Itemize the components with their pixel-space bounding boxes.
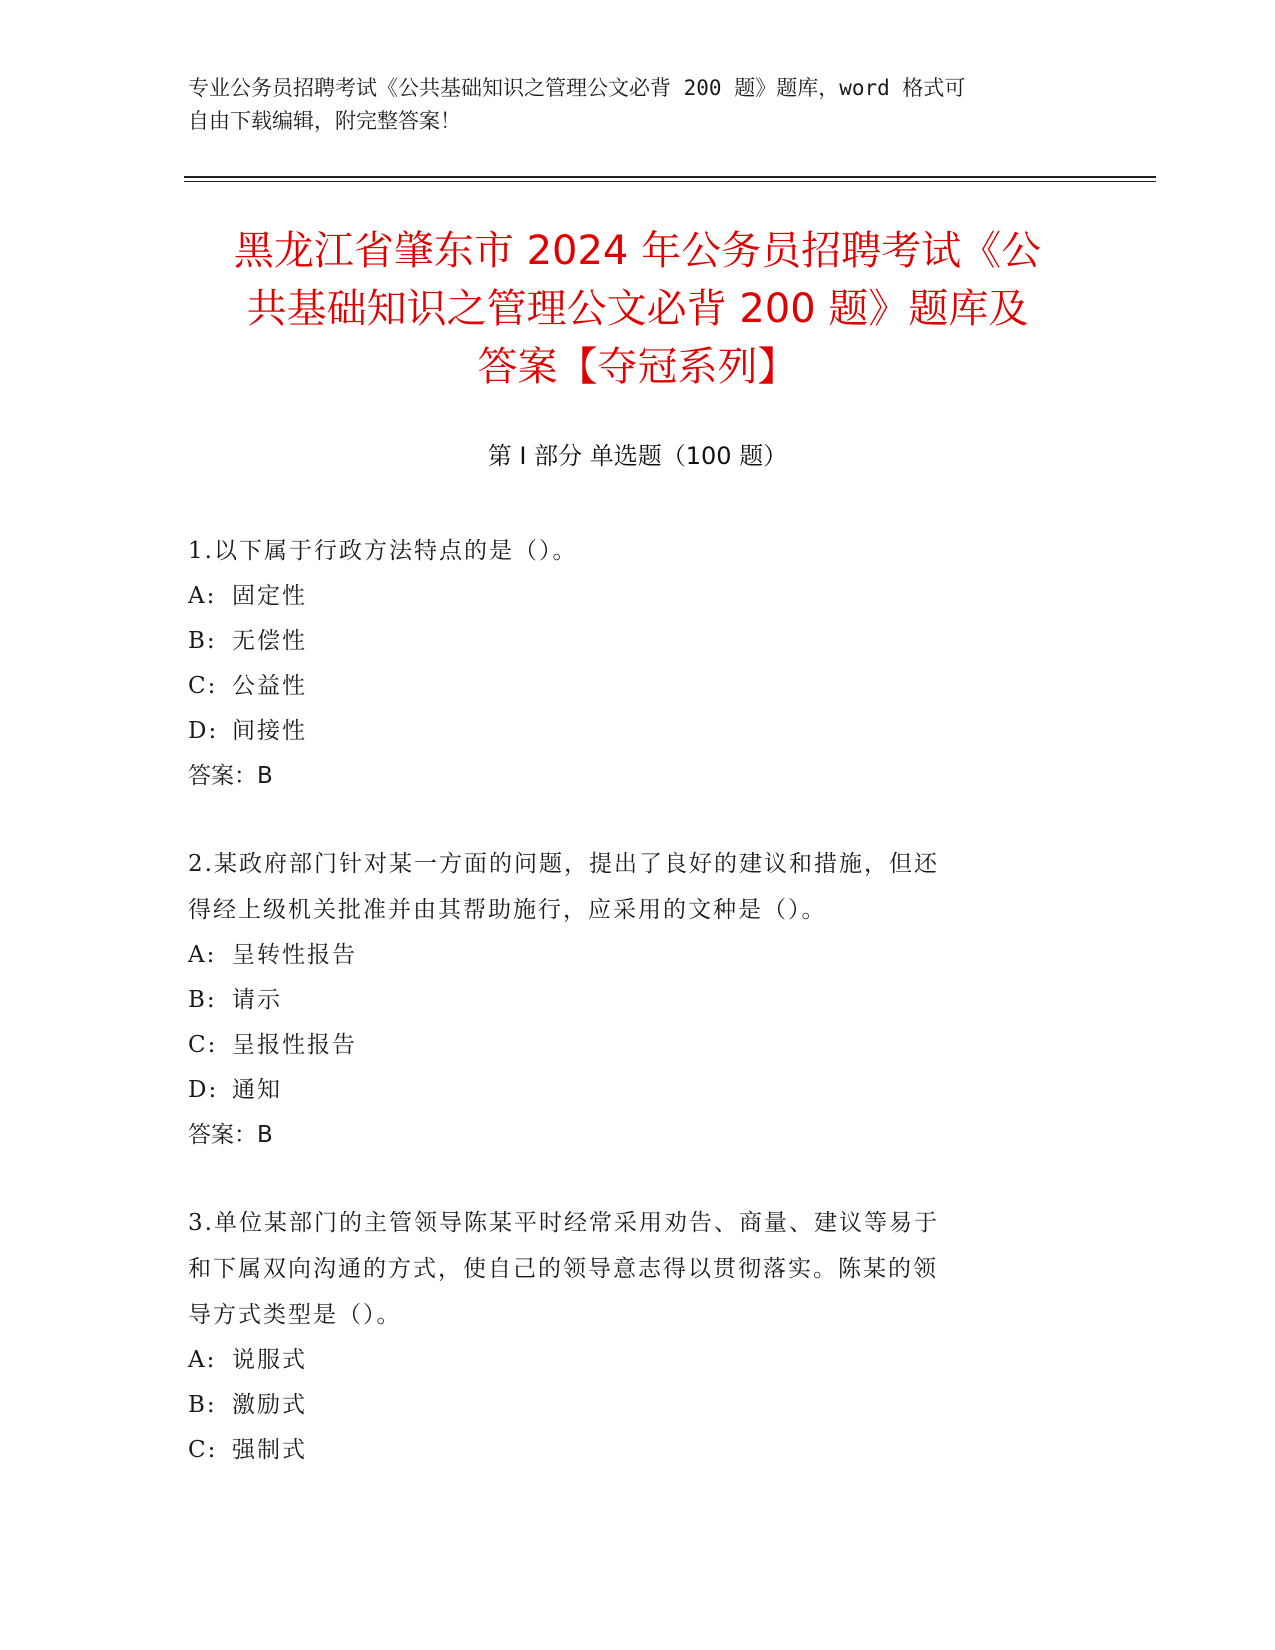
option-c [188,664,1088,709]
question-1 [188,528,1088,799]
option-b [188,978,1088,1023]
option-a [188,1338,1088,1383]
question-stem: 和下属双向沟通的方式，使自己的领导意志得以贯彻落实。陈某的领 [188,1256,938,1282]
option-text: 激励式 [232,1392,307,1418]
option-key: B: [188,628,217,654]
answer: 答案：B [188,763,273,789]
option-text: 无偿性 [232,628,307,654]
option-text: 间接性 [232,718,307,744]
option-text: 强制式 [232,1437,307,1463]
option-text: 固定性 [232,583,307,609]
header-divider-thick [184,176,1156,178]
question-list [188,528,1088,1515]
option-c [188,1428,1088,1473]
header-note-line: 专业公务员招聘考试《公共基础知识之管理公文必背 200 题》题库，word 格式可 [188,76,966,100]
option-key: C: [188,1032,218,1058]
option-key: A: [188,1347,217,1373]
option-text: 说服式 [232,1347,307,1373]
question-stem: 得经上级机关批准并由其帮助施行，应采用的文种是（）。 [188,897,827,923]
option-text: 呈转性报告 [232,942,357,968]
title-line: 共基础知识之管理公文必背 200 题》题库及 [246,286,1029,332]
option-text: 请示 [232,987,282,1013]
document-title [160,222,1115,396]
question-stem: 2.某政府部门针对某一方面的问题，提出了良好的建议和措施，但还 [188,851,939,877]
question-stem: 1.以下属于行政方法特点的是（）。 [188,538,578,564]
option-d [188,709,1088,754]
option-key: C: [188,673,218,699]
option-b [188,1383,1088,1428]
option-key: C: [188,1437,218,1463]
option-key: D: [188,718,219,744]
question-stem: 导方式类型是（）。 [188,1302,402,1328]
option-b [188,619,1088,664]
option-c [188,1023,1088,1068]
option-text: 公益性 [232,673,307,699]
option-key: D: [188,1077,219,1103]
question-3 [188,1200,1088,1473]
title-line: 黑龙江省肇东市 2024 年公务员招聘考试《公 [233,228,1042,274]
option-text: 通知 [232,1077,282,1103]
question-2 [188,841,1088,1158]
option-d [188,1068,1088,1113]
header-note-line: 自由下载编辑，附完整答案！ [188,109,461,133]
question-stem: 3.单位某部门的主管领导陈某平时经常采用劝告、商量、建议等易于 [188,1210,939,1236]
option-key: A: [188,942,217,968]
header-divider-thin [184,181,1156,182]
option-a [188,574,1088,619]
option-key: B: [188,1392,217,1418]
option-text: 呈报性报告 [232,1032,357,1058]
section-heading: 第 I 部分 单选题（100 题） [487,442,788,470]
option-a [188,933,1088,978]
option-key: B: [188,987,217,1013]
answer: 答案：B [188,1122,273,1148]
option-key: A: [188,583,217,609]
title-line: 答案【夺冠系列】 [477,344,798,390]
header-note [188,72,1088,138]
